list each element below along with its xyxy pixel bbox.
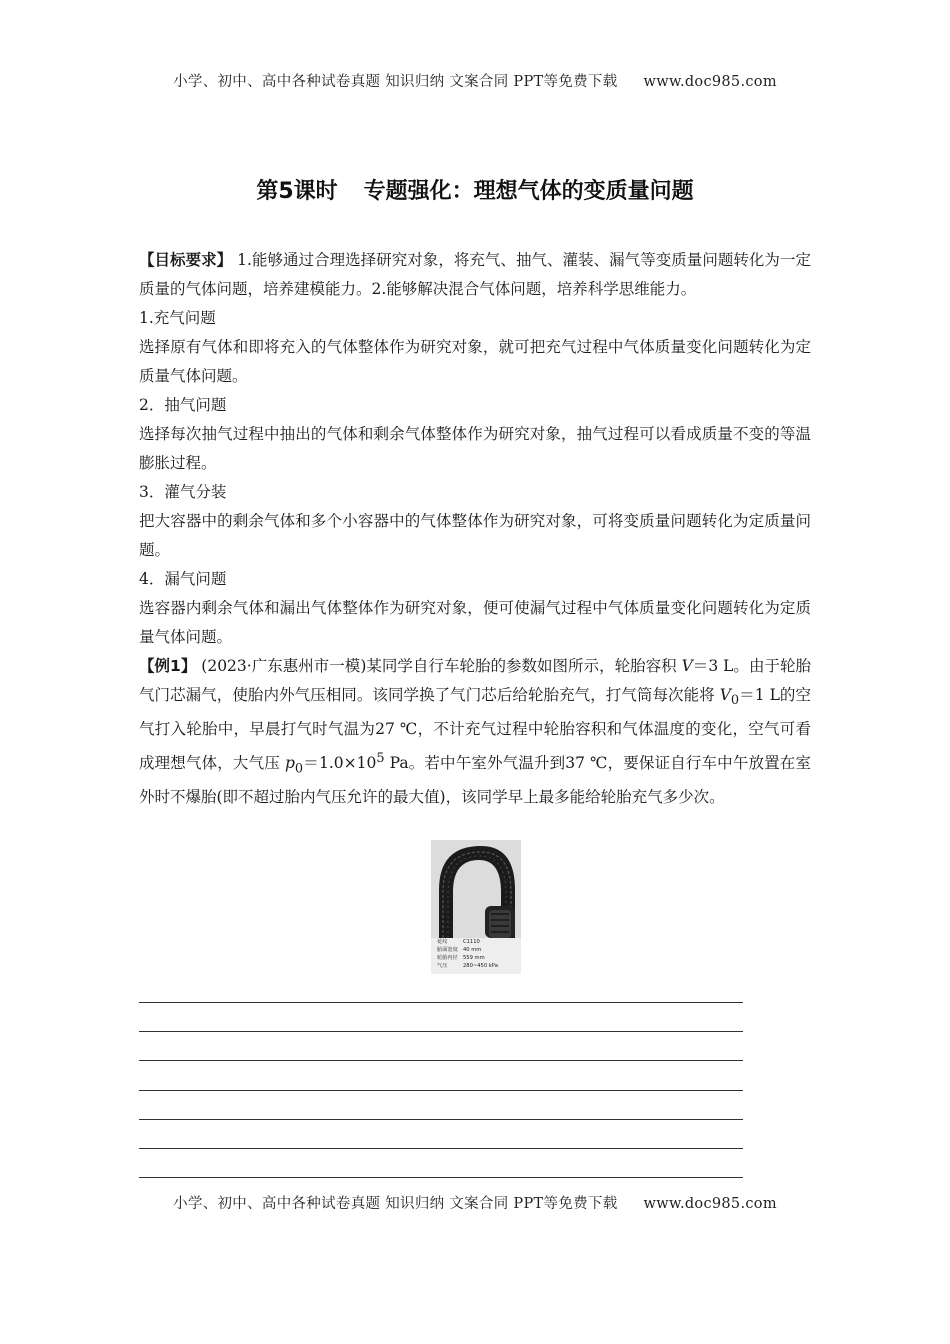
example-text: (2023·广东惠州市一模)某同学自行车轮胎的参数如图所示，轮胎容积: [196, 657, 682, 675]
subscript: 0: [294, 761, 304, 777]
footer-text: 小学、初中、高中各种试卷真题 知识归纳 文案合同 PPT等免费下载: [173, 1196, 618, 1212]
spec-key: 胎面宽度: [437, 947, 458, 953]
spec-row: [431, 946, 521, 954]
goal-text: 1.能够通过合理选择研究对象，将充气、抽气、灌装、漏气等变质量问题转化为一定质量的气体问题，培养建模能力。2.能够解决混合气体问题，培养科学思维能力。: [139, 251, 811, 298]
var-V0: V: [719, 686, 731, 704]
page-footer: [0, 1192, 950, 1213]
example-text: Pa。若中午室外气温升到37 ℃，要保证自行车中午放置在室外时不爆胎(即不超过胎内气压允许的最大值)，该同学早上最多能给轮胎充气多少次。: [139, 754, 811, 807]
answer-line[interactable]: [139, 1148, 743, 1149]
main-content: [139, 246, 811, 812]
answer-line[interactable]: [139, 1002, 743, 1003]
spec-row: [431, 954, 521, 962]
spec-value: 40 mm: [463, 947, 482, 953]
example-text: ＝3 L。由于轮胎气门芯漏气，使胎内外气压相同。该同学换了气门芯后给轮胎充气，打气筒每次能将: [139, 657, 811, 704]
var-p0: p: [284, 754, 295, 773]
tire-spec-table: [431, 938, 521, 974]
spec-row: [431, 962, 521, 970]
spec-key: 花纹: [437, 939, 448, 945]
answer-line[interactable]: [139, 1177, 743, 1178]
example-text: ＝1.0×10: [303, 754, 377, 773]
title-topic: 专题强化：理想气体的变质量问题: [363, 179, 694, 204]
section-heading: 4．漏气问题: [139, 570, 227, 588]
spec-key: 气压: [437, 963, 448, 969]
answer-line[interactable]: [139, 1031, 743, 1032]
spec-key: 轮胎内径: [437, 955, 458, 961]
superscript: 5: [376, 751, 385, 767]
tire-figure: [431, 840, 521, 974]
goal-paragraph: [139, 246, 811, 304]
example-paragraph: [139, 652, 811, 812]
section-text: 选择每次抽气过程中抽出的气体和剩余气体整体作为研究对象，抽气过程可以看成质量不变的等温膨胀过程。: [139, 425, 811, 472]
page-header: [0, 70, 950, 91]
section-heading: 3．灌气分装: [139, 483, 227, 501]
spec-value: 280~450 kPa: [463, 963, 498, 969]
section-text: 选容器内剩余气体和漏出气体整体作为研究对象，便可使漏气过程中气体质量变化问题转化为定质量气体问题。: [139, 599, 811, 646]
goal-tag: 【目标要求】: [139, 251, 233, 269]
spec-value: 559 mm: [463, 955, 485, 961]
tire-image: [431, 840, 521, 938]
title-lesson: 第5课时: [256, 179, 338, 204]
spec-value: C1110: [463, 939, 480, 945]
answer-line[interactable]: [139, 1060, 743, 1061]
var-V: V: [681, 657, 693, 675]
header-text: 小学、初中、高中各种试卷真题 知识归纳 文案合同 PPT等免费下载: [173, 74, 618, 90]
example-text: ＝1 L的空气打入轮胎中，早晨打气时气温为27 ℃，不计充气过程中轮胎容积和气体温度的变化，空气可看成理想气体，大气压: [139, 686, 811, 773]
spec-row: [431, 938, 521, 946]
section-heading: 1.充气问题: [139, 309, 216, 327]
section-text: 选择原有气体和即将充入的气体整体作为研究对象，就可把充气过程中气体质量变化问题转化为定质量气体问题。: [139, 338, 811, 385]
answer-line[interactable]: [139, 1090, 743, 1091]
subscript: 0: [730, 693, 740, 709]
section-text: 把大容器中的剩余气体和多个小容器中的气体整体作为研究对象，可将变质量问题转化为定质量问题。: [139, 512, 811, 559]
answer-lines: [139, 1002, 743, 1206]
section-heading: 2．抽气问题: [139, 396, 227, 414]
footer-url: www.doc985.com: [643, 1196, 777, 1212]
header-url: www.doc985.com: [643, 74, 777, 90]
answer-line[interactable]: [139, 1119, 743, 1120]
example-tag: 【例1】: [139, 657, 197, 675]
page-title: [0, 174, 950, 205]
